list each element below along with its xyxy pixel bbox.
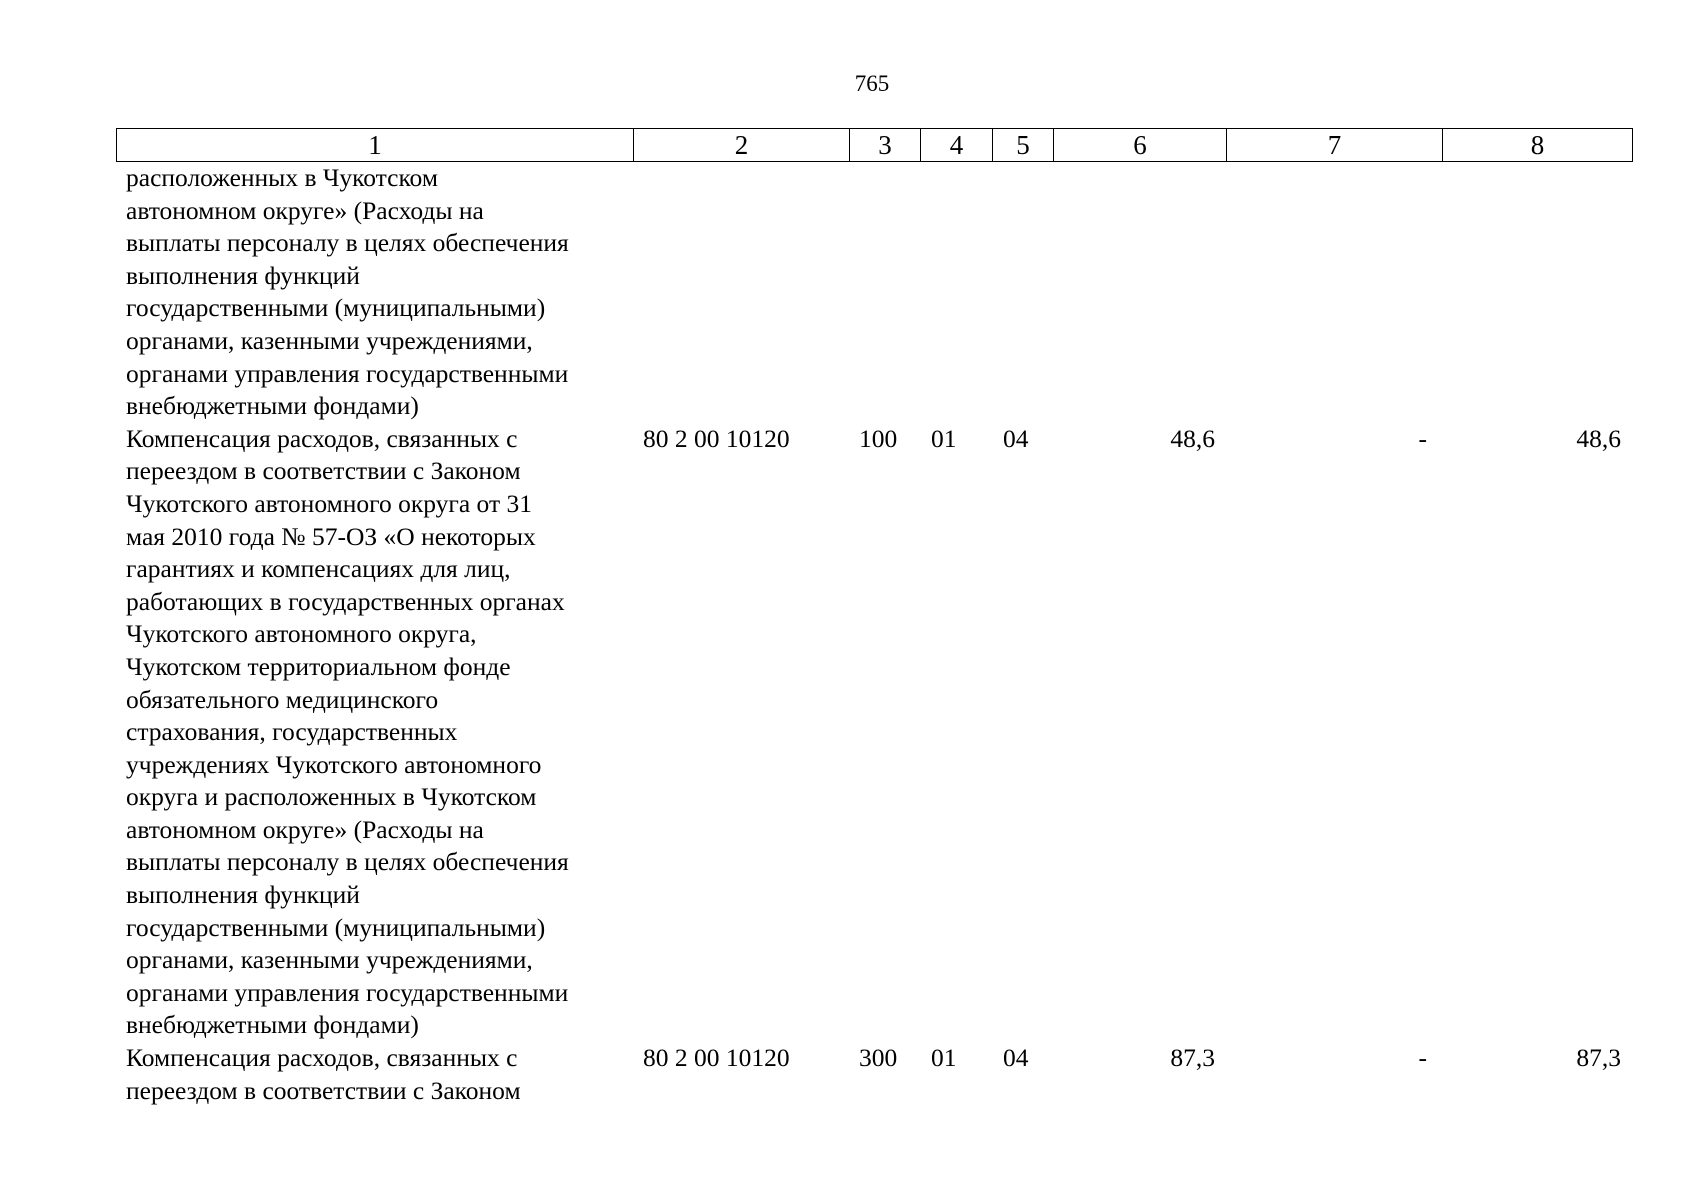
column-header-3: 3 [850,129,921,162]
total-cell [1442,162,1632,423]
change-cell: - [1418,1043,1427,1073]
section-cell [920,162,992,423]
description-line: государственными (муниципальными) [126,912,546,942]
description-line: работающих в государственных органах [126,586,565,616]
section-cell: 01 [931,1043,957,1073]
description-line: государственными (муниципальными) [126,293,546,323]
description-line: внебюджетными фондами) [126,391,419,421]
description-line: выплаты персоналу в целях обеспечения [126,228,569,258]
change-cell [1226,162,1442,423]
description-line: переездом в соответствии с Законом [126,1075,521,1105]
target-code-cell: 80 2 00 10120 [643,423,790,453]
table-row [116,423,1632,1042]
description-line: Чукотского автономного округа, [126,619,477,649]
table-row [116,162,1632,423]
column-header-2: 2 [634,129,850,162]
description-cell [116,162,633,423]
column-header-1: 1 [117,129,634,162]
description-line: переездом в соответствии с Законом [126,456,521,486]
description-line: автономном округе» (Расходы на [126,195,484,225]
description-line: органами управления государственными [126,358,569,388]
amount-cell: 87,3 [1170,1043,1215,1073]
page-number: 765 [854,71,890,96]
column-header-table [116,128,1633,162]
description-line: расположенных в Чукотском [126,163,438,192]
description-line: обязательного медицинского [126,684,439,714]
subsection-cell: 04 [1003,1043,1029,1073]
description-line: Чукотского автономного округа от 31 [126,488,532,518]
description-line: мая 2010 года № 57-ОЗ «О некоторых [126,521,536,551]
subsection-cell [992,162,1053,423]
description-line: выполнения функций [126,880,360,910]
expense-type-cell: 300 [859,1043,898,1073]
expense-type-cell: 100 [859,423,898,453]
expense-type-cell [849,162,920,423]
description-line: выполнения функций [126,260,360,290]
amount-cell: 48,6 [1170,423,1215,453]
column-header-6: 6 [1054,129,1227,162]
description-line: Чукотском территориальном фонде [126,651,511,681]
description-line: автономном округе» (Расходы на [126,814,484,844]
total-cell: 48,6 [1576,423,1621,453]
budget-table [116,162,1632,1107]
description-cell [116,423,633,1042]
description-line: Компенсация расходов, связанных с [126,1043,518,1073]
subsection-cell: 04 [1003,423,1029,453]
table-row [116,1042,1632,1107]
description-line: органами, казенными учреждениями, [126,325,533,355]
description-line: внебюджетными фондами) [126,1010,419,1040]
column-header-8: 8 [1443,129,1633,162]
change-cell: - [1418,423,1427,453]
description-line: страхования, государственных [126,717,458,747]
target-code-cell [633,162,849,423]
description-line: выплаты персоналу в целях обеспечения [126,847,569,877]
description-cell [116,1042,633,1107]
target-code-cell: 80 2 00 10120 [643,1043,790,1073]
description-line: органами, казенными учреждениями, [126,945,533,975]
column-header-7: 7 [1227,129,1443,162]
column-header-4: 4 [921,129,993,162]
description-line: органами управления государственными [126,977,569,1007]
description-line: округа и расположенных в Чукотском [126,782,537,812]
amount-cell [1053,162,1226,423]
description-line: гарантиях и компенсациях для лиц, [126,554,511,584]
column-header-5: 5 [993,129,1054,162]
description-line: Компенсация расходов, связанных с [126,423,518,453]
description-line: учреждениях Чукотского автономного [126,749,542,779]
total-cell: 87,3 [1576,1043,1621,1073]
section-cell: 01 [931,423,957,453]
column-header-row [117,129,1633,162]
